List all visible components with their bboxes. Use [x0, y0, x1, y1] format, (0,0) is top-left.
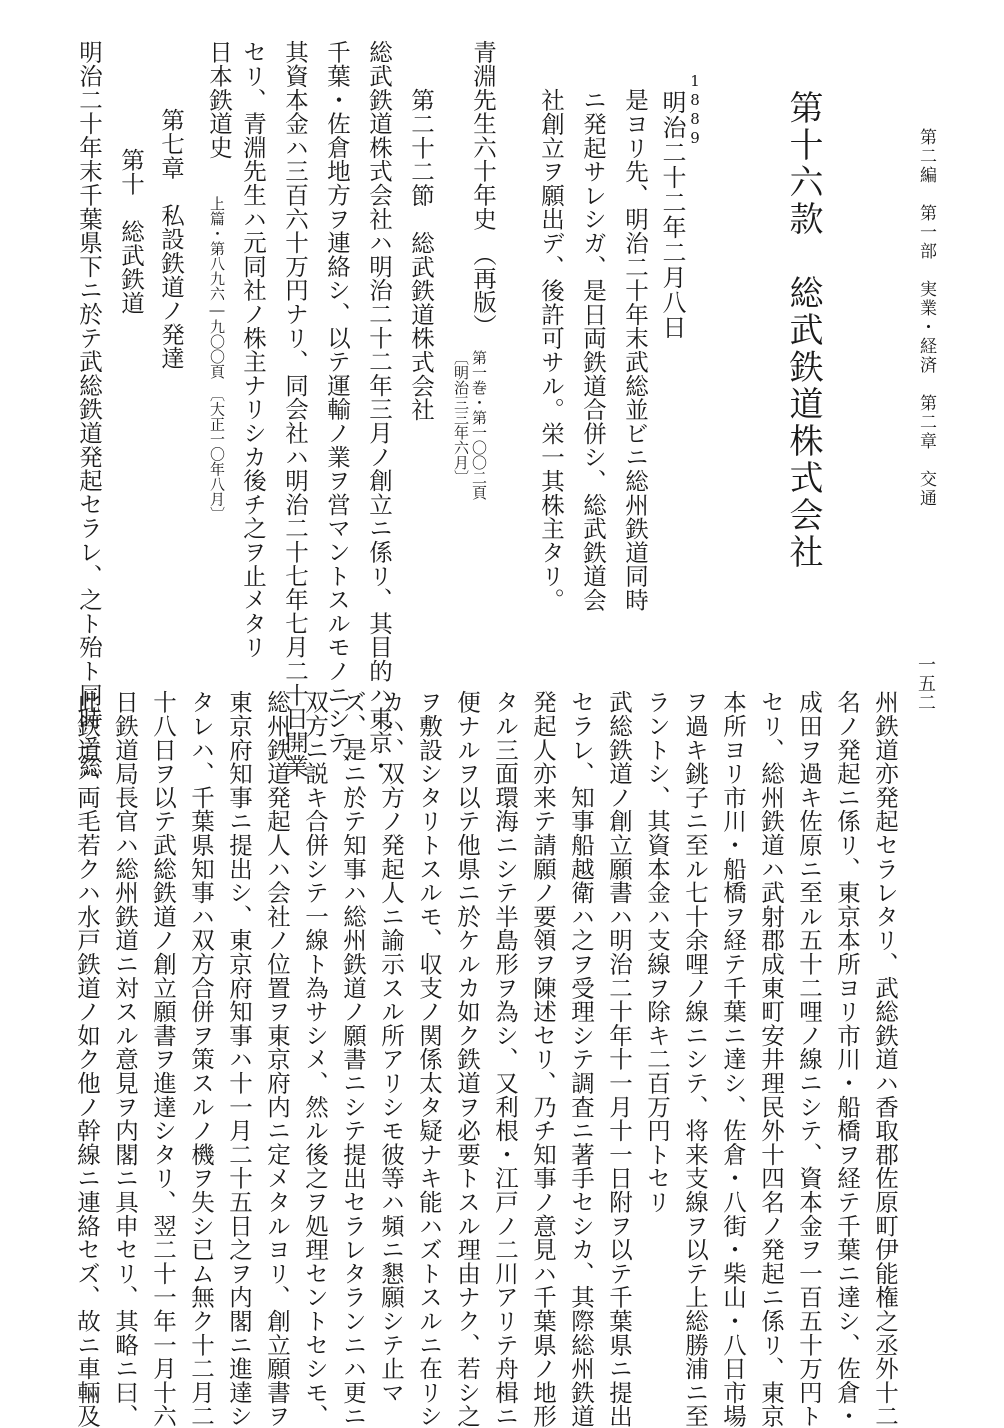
body-line-4: セリ、総州鉄道ハ武射郡成東町安井理民外十四名ノ発起ニ係リ、東京 [757, 690, 785, 1428]
entry-date: 明治二十二年二月八日 [658, 90, 686, 340]
source1-title: 青淵先生六十年史 （再版） [469, 40, 497, 338]
body-line-20: 十八日ヲ以テ武総鉄道ノ創立願書ヲ進達シタリ、翌二十一年一月十六 [149, 690, 177, 1428]
page-number: 一五二 [915, 655, 936, 712]
source2-title: 日本鉄道史 [205, 40, 233, 159]
body-line-19: タレハ、千葉県知事ハ双方合併ヲ策スルノ機ヲ失シ已ム無ク十二月二 [187, 690, 215, 1428]
source2-ref: 上篇・第八九六―九〇〇頁 〔大正一〇年八月〕 [208, 196, 226, 522]
lead-line-2: ニ発起サレシガ、是日両鉄道合併シ、総武鉄道会 [579, 88, 607, 612]
lead-line-3: 社創立ヲ願出デ、後許可サル。栄一其株主タリ。 [537, 88, 565, 612]
body-line-11: タル三面環海ニシテ半島形ヲ為シ、又利根・江戸ノ二川アリテ舟楫ニ [491, 690, 519, 1428]
body-line-8: 武総鉄道ノ創立願書ハ明治二十年十一月十一日附ヲ以テ千葉県ニ提出 [605, 690, 633, 1428]
source2-subsection: 第十 総武鉄道 [117, 148, 145, 315]
source1-line-4: セリ、青淵先生ハ元同社ノ株主ナリシカ後チ之ヲ止メタリ [239, 40, 267, 659]
body-line-10: 発起人亦来テ請願ノ要領ヲ陳述セリ、乃チ知事ノ意見ハ千葉県ノ地形 [529, 690, 557, 1428]
lead-line-1: 是ヨリ先、明治二十年末武総並ビニ総州鉄道同時 [621, 88, 649, 612]
body-line-22: 此鉄道ハ両毛若クハ水戸鉄道ノ如ク他ノ幹線ニ連絡セズ、故ニ車輛及 [73, 690, 101, 1428]
body-line-3: 成田ヲ過キ佐原ニ至ル五十二哩ノ線ニシテ、資本金ヲ一百五十万円ト [795, 690, 823, 1428]
source2-line-1: 明治二十年末千葉県下ニ於テ武総鉄道発起セラレ、之ト殆ト同時ニ総 [75, 40, 103, 778]
year-note: 1889 [686, 72, 704, 148]
source1-ref-line2: 〔明治三三年六月〕 [452, 350, 470, 485]
source1-line-3: 其資本金ハ三百六十万円ナリ、同会社ハ明治二十七年七月二十日開業 [281, 40, 309, 778]
body-line-1: 州鉄道亦発起セラレタリ、武総鉄道ハ香取郡佐原町伊能権之丞外十二 [871, 690, 899, 1428]
source1-ref-line1: 第一巻・第一〇〇二頁 [470, 350, 488, 500]
source1-section-heading: 第二十二節 総武鉄道株式会社 [407, 88, 435, 422]
body-line-14: カハ、双方ノ発起人ニ諭示スル所アリシモ彼等ハ頻ニ懇願シテ止マ [377, 690, 405, 1404]
source1-line-2: 千葉・佐倉地方ヲ連絡シ、以テ運輸ノ業ヲ営マントスルモノニシテ、 [323, 40, 351, 778]
body-line-12: 便ナルヲ以テ他県ニ於ケルカ如ク鉄道ヲ必要トスル理由ナク、若シ之 [453, 690, 481, 1428]
body-line-21: 日鉄道局長官ハ総州鉄道ニ対スル意見ヲ内閣ニ具申セリ、其略ニ曰、 [111, 690, 139, 1428]
body-line-17: 総州鉄道発起人ハ会社ノ位置ヲ東京府内ニ定メタルヨリ、創立願書ヲ [263, 690, 291, 1428]
body-line-13: ヲ敷設シタリトスルモ、収支ノ関係太タ疑ナキ能ハズトスルニ在リシ [415, 690, 443, 1428]
body-line-16: 双方ニ説キ合併シテ一線ト為サシメ、然ル後之ヲ処理セントセシモ、 [301, 690, 329, 1428]
body-line-18: 東京府知事ニ提出シ、東京府知事ハ十一月二十五日之ヲ内閣ニ進達シ [225, 690, 253, 1428]
body-line-9: セラレ、知事船越衛ハ之ヲ受理シテ調査ニ著手セシカ、其際総州鉄道 [567, 690, 595, 1428]
body-line-5: 本所ヨリ市川・船橋ヲ経テ千葉ニ達シ、佐倉・八街・柴山・八日市場 [719, 690, 747, 1428]
source1-line-1: 総武鉄道株式会社ハ明治二十二年三月ノ創立ニ係リ、其目的ハ東京・ [365, 40, 393, 778]
source2-chapter: 第七章 私設鉄道ノ発達 [157, 108, 185, 370]
section-title: 第十六款 総武鉄道株式会社 [783, 90, 823, 571]
body-line-15: ズ、是ニ於テ知事ハ総州鉄道ノ願書ニシテ提出セラレタランニハ更ニ [339, 690, 367, 1428]
body-line-6: ヲ過キ銚子ニ至ル七十余哩ノ線ニシテ、将来支線ヲ以テ上総勝浦ニ至 [681, 690, 709, 1428]
body-line-2: 名ノ発起ニ係リ、東京本所ヨリ市川・船橋ヲ経テ千葉ニ達シ、佐倉・ [833, 690, 861, 1428]
running-head: 第二編 第一部 実業・経済 第二章 交通 [916, 128, 936, 508]
body-line-7: ラントシ、其資本金ハ支線ヲ除キ二百万円トセリ [643, 690, 671, 1214]
